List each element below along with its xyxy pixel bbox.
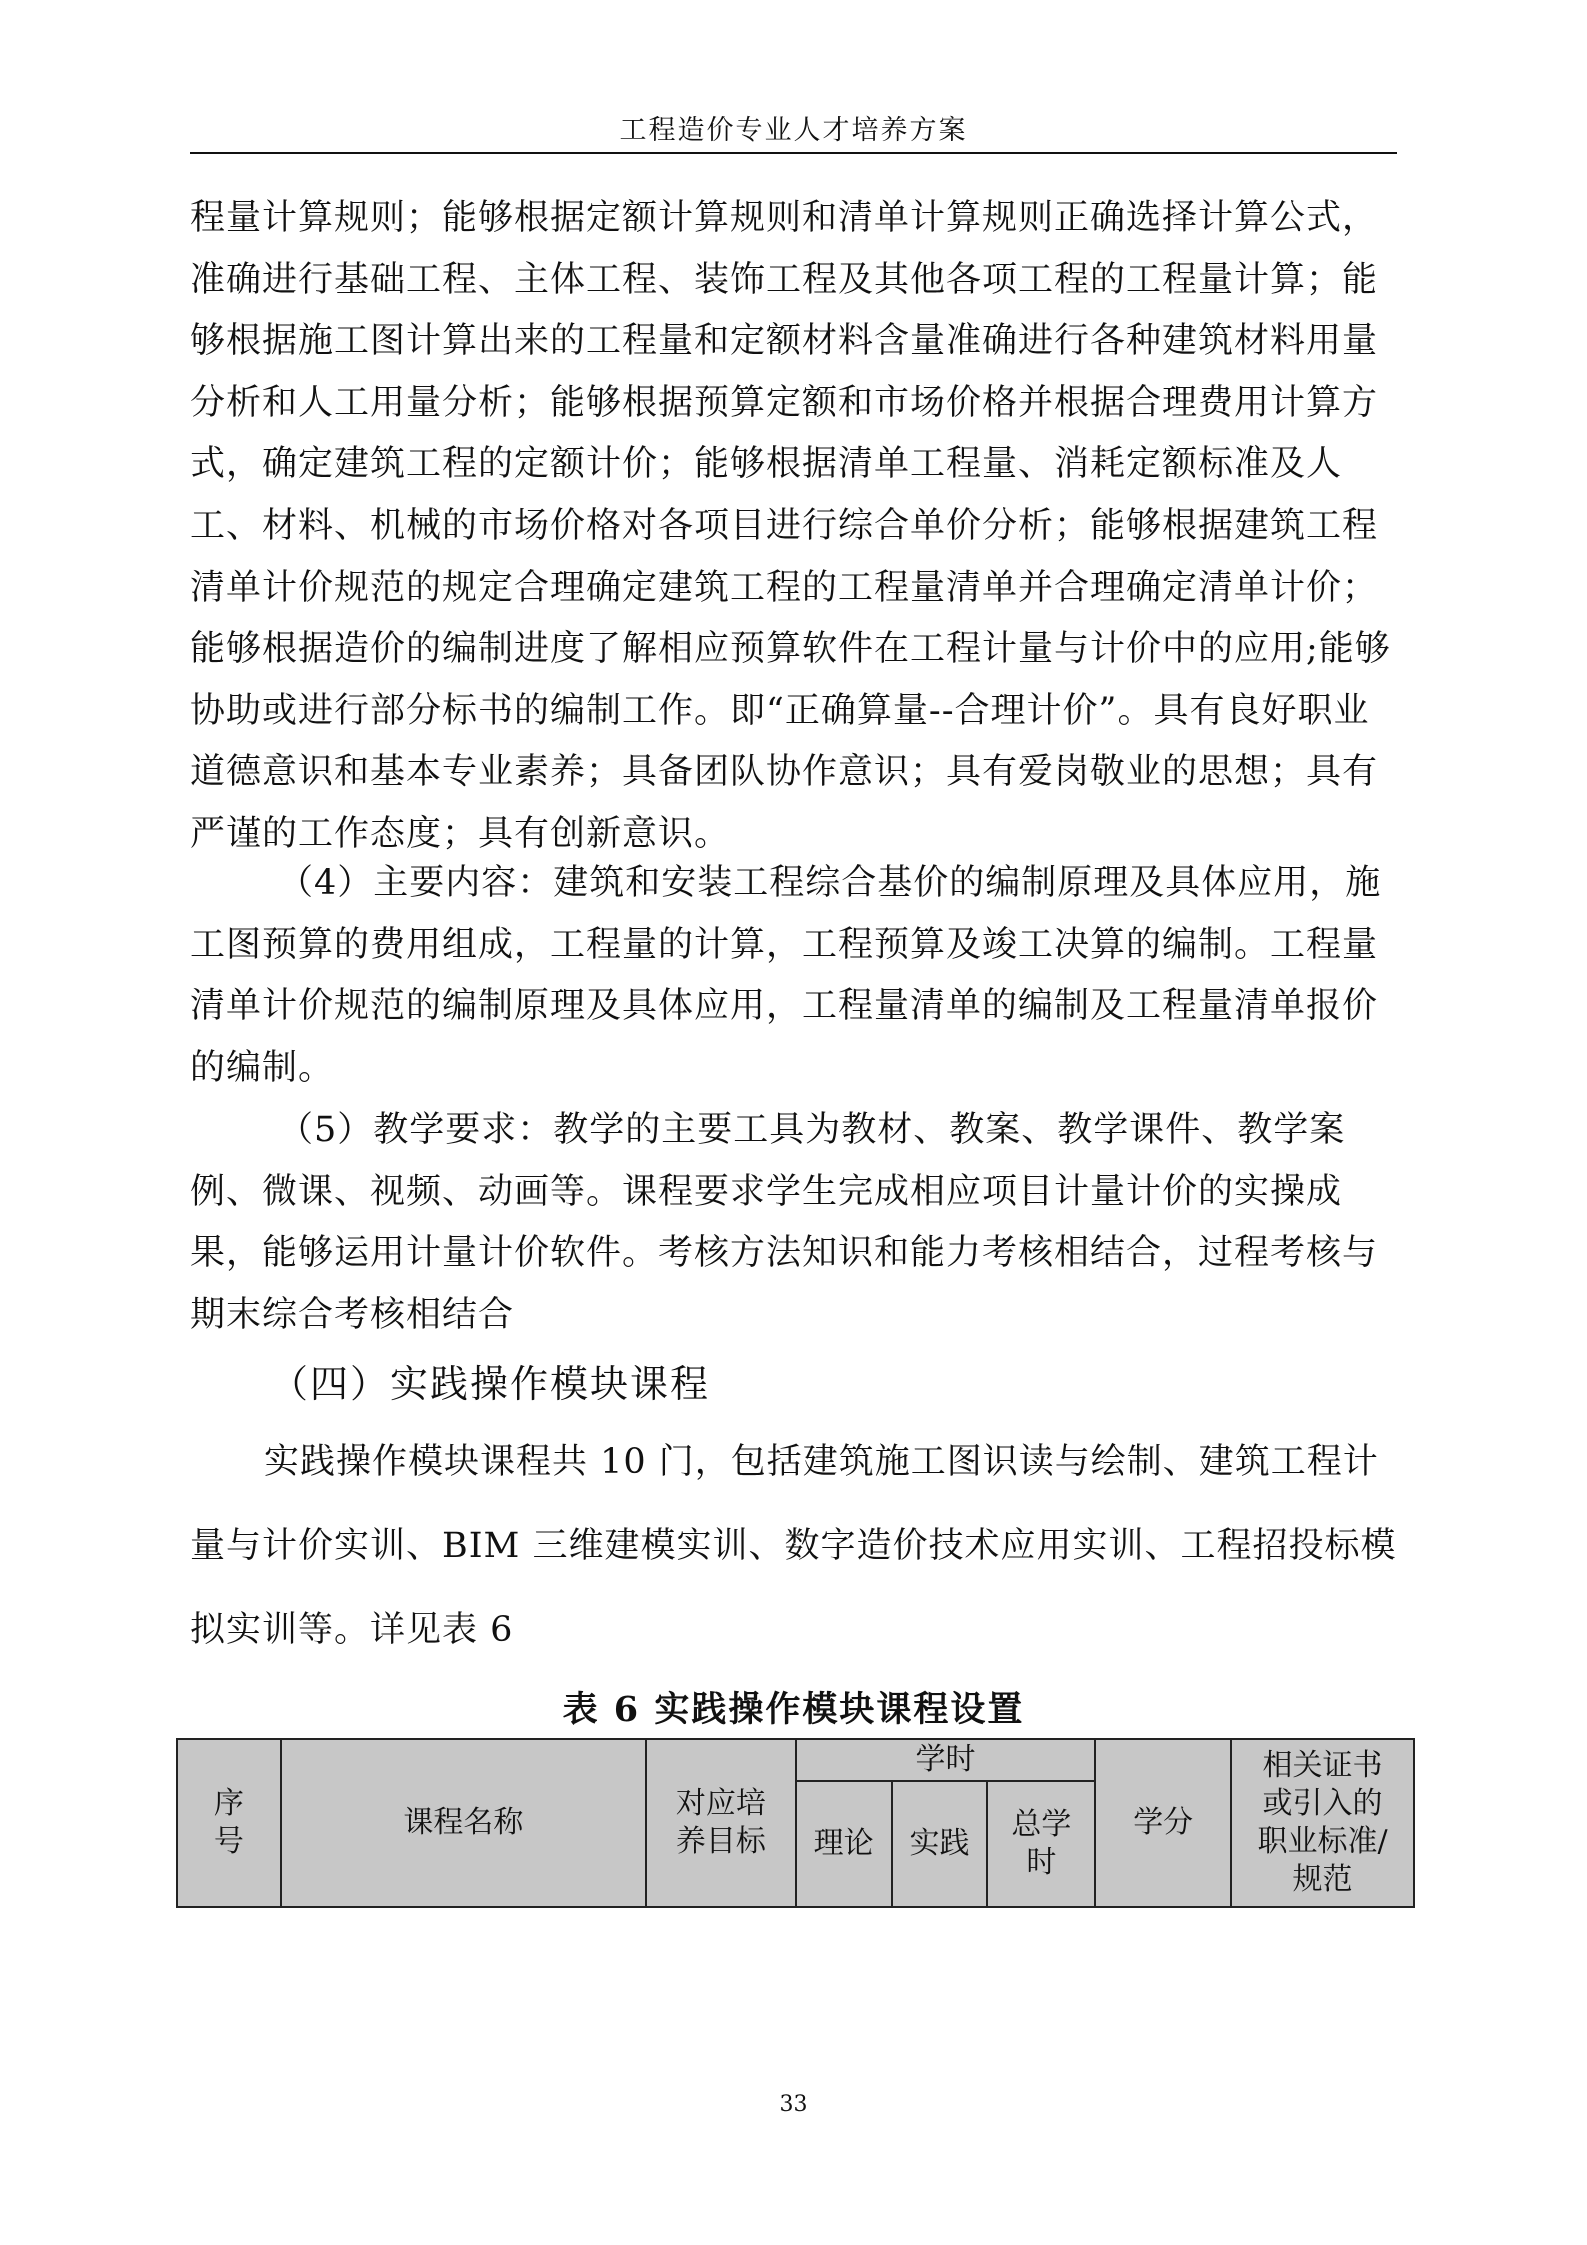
running-header: 工程造价专业人才培养方案 [619, 115, 968, 146]
section-heading: （四）实践操作模块课程 [270, 1362, 711, 1406]
page-number: 33 [779, 2092, 808, 2117]
paragraph-competencies: 程量计算规则；能够根据定额计算规则和清单计算规则正确选择计算公式，准确进行基础工程、主体工程、装饰工程及其他各项工程的工程量计算；能够根据施工图计算出来的工程量和定额材料含量准确进行各种建筑材料用量分析和人工用量分析；能够根据预算定额和市场价格并根据合理费用计算方式，确定建筑工程的定额计价；能够根据清单工程量、消耗定额标准及人工、材料、机械的市场价格对各项目进行综合单价分析；能够根据建筑工程清单计价规范的规定合理确定建筑工程的工程量清单并合理确定清单计价；能够根据造价的编制进度了解相应预算软件在工程计量与计价中的应用;能够协助或进行部分标书的编制工作。即“正确算量--合理计价”。具有良好职业道德意识和基本专业素养；具备团队协作意识；具有爱岗敬业的思想；具有严谨的工作态度；具有创新意识。 [190, 198, 1391, 854]
header-seq [177, 1739, 281, 1907]
header-certificate-label: 相关证书或引入的职业标准/规范 [1257, 1748, 1388, 1897]
header-theory: 理论 [796, 1781, 892, 1907]
paragraph-practice-modules: 实践操作模块课程共 10 门，包括建筑施工图识读与绘制、建筑工程计量与计价实训、BIM 三维建模实训、数字造价技术应用实训、工程招投标模拟实训等。详见表 6 [190, 1442, 1397, 1650]
practice-course-table [176, 1738, 1415, 1908]
paragraph-main-content: （4）主要内容：建筑和安装工程综合基价的编制原理及具体应用，施工图预算的费用组成，工程量的计算，工程预算及竣工决算的编制。工程量清单计价规范的编制原理及具体应用，工程量清单的编制及工程量清单报价的编制。 [190, 863, 1382, 1088]
header-course-name: 课程名称 [281, 1739, 646, 1907]
header-credits: 学分 [1095, 1739, 1231, 1907]
header-divider [190, 152, 1397, 154]
header-seq-label: 序号 [213, 1786, 244, 1859]
header-practice: 实践 [892, 1781, 988, 1907]
header-total-hours-label: 总学时 [1011, 1807, 1072, 1880]
header-target [646, 1739, 796, 1907]
header-certificate [1231, 1739, 1414, 1907]
header-target-label: 对应培养目标 [675, 1786, 766, 1859]
header-total-hours [987, 1781, 1095, 1907]
header-hours: 学时 [796, 1739, 1096, 1781]
paragraph-teaching-requirements: （5）教学要求：教学的主要工具为教材、教案、教学课件、教学案例、微课、视频、动画等。课程要求学生完成相应项目计量计价的实操成果，能够运用计量计价软件。考核方法知识和能力考核相结合，过程考核与期末综合考核相结合 [190, 1110, 1379, 1335]
table-caption: 表 6 实践操作模块课程设置 [562, 1689, 1025, 1730]
